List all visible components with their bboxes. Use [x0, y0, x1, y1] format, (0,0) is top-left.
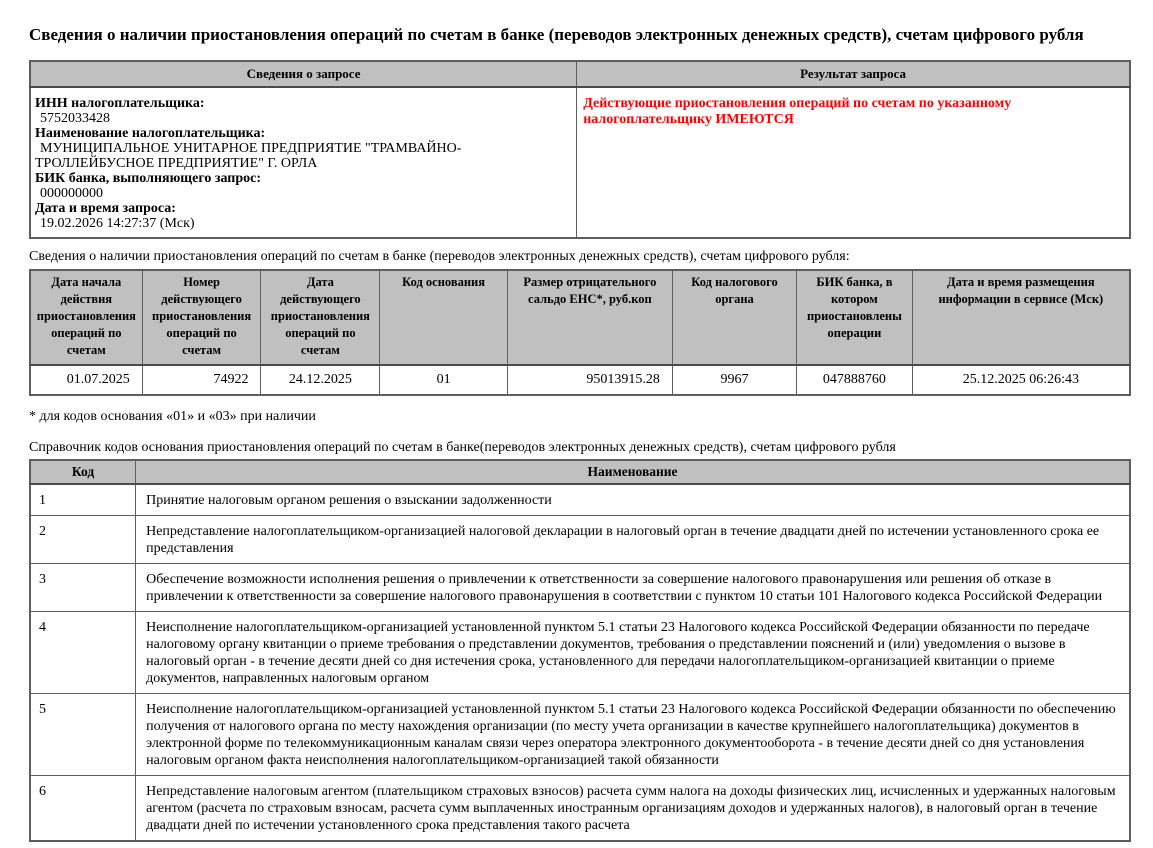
cell-suspension-number: 74922 [142, 365, 261, 395]
code-value: 6 [30, 776, 136, 842]
col-suspension-date: Дата действующего приостановления операций по счетам [261, 270, 380, 365]
col-tax-authority-code: Код налогового органа [672, 270, 796, 365]
field-inn-value: 5752033428 [40, 111, 110, 127]
suspensions-header-row [30, 270, 1130, 365]
col-suspension-number: Номер действующего приостановления операций по счетам [142, 270, 261, 365]
code-value: 1 [30, 484, 136, 516]
request-info-cell [30, 87, 577, 238]
code-value: 2 [30, 516, 136, 564]
cell-tax-authority-code: 9967 [672, 365, 796, 395]
code-description: Непредставление налогоплательщиком-организацией налоговой декларации в налоговый орган в течение двадцати дней по истечении установленного срока ее представления [136, 516, 1130, 564]
field-bik [35, 171, 570, 201]
codes-row-2 [30, 516, 1130, 564]
field-inn [35, 96, 570, 126]
codes-row-4 [30, 612, 1130, 694]
request-result-header-row [30, 61, 1130, 87]
code-description: Неисполнение налогоплательщиком-организацией установленной пунктом 5.1 статьи 23 Налогового кодекса Российской Федерации обязанности по передаче налоговому органу квитанции о приеме требования о представлении документов, требования о представлении пояснений и (или) уведомления о вызове в налоговый орган - в течение десяти дней со дня истечения срока, установленного для передачи налогоплательщиком-организацией квитанции о приеме документов, направленных налоговым органом [136, 612, 1130, 694]
codes-reference-caption: Справочник кодов основания приостановления операций по счетам в банке(переводов электронных денежных средств), счетам цифрового рубля [29, 440, 896, 456]
cell-basis-code: 01 [380, 365, 508, 395]
code-value: 4 [30, 612, 136, 694]
code-description: Обеспечение возможности исполнения решения о привлечении к ответственности за совершение налогового правонарушения или решения об отказе в привлечении к ответственности за совершение налогового правонарушения в соответствии с пунктом 10 статьи 101 Налогового кодекса Российской Федерации [136, 564, 1130, 612]
col-start-date: Дата начала действия приостановления операций по счетам [30, 270, 142, 365]
field-taxpayer-name [35, 126, 570, 171]
code-description: Принятие налоговым органом решения о взыскании задолженности [136, 484, 1130, 516]
suspensions-caption: Сведения о наличии приостановления операций по счетам в банке (переводов электронных денежных средств), счетам цифрового рубля: [29, 249, 850, 265]
field-request-datetime-value: 19.02.2026 14:27:37 (Мск) [40, 216, 195, 232]
result-message: Действующие приостановления операций по счетам по указанному налогоплательщику ИМЕЮТСЯ [583, 96, 1012, 128]
codes-row-5 [30, 694, 1130, 776]
basis-codes-footnote: * для кодов основания «01» и «03» при наличии [29, 409, 316, 425]
suspensions-table [29, 269, 1131, 396]
code-value: 5 [30, 694, 136, 776]
cell-publish-datetime: 25.12.2025 06:26:43 [912, 365, 1130, 395]
field-request-datetime [35, 201, 570, 231]
code-value: 3 [30, 564, 136, 612]
request-result-cell [577, 87, 1130, 238]
suspensions-data-row [30, 365, 1130, 395]
codes-name-header: Наименование [136, 460, 1130, 484]
request-result-table [29, 60, 1131, 239]
col-basis-code: Код основания [380, 270, 508, 365]
cell-suspension-date: 24.12.2025 [261, 365, 380, 395]
codes-row-3 [30, 564, 1130, 612]
field-bik-label: БИК банка, выполняющего запрос: [35, 171, 261, 187]
field-inn-label: ИНН налогоплательщика: [35, 96, 205, 112]
cell-start-date: 01.07.2025 [30, 365, 142, 395]
col-negative-balance: Размер отрицательного сальдо ЕНС*, руб.коп [507, 270, 672, 365]
cell-bank-bik: 047888760 [797, 365, 913, 395]
field-request-datetime-label: Дата и время запроса: [35, 201, 176, 217]
codes-reference-table [29, 459, 1131, 842]
code-description: Неисполнение налогоплательщиком-организацией установленной пунктом 5.1 статьи 23 Налогового кодекса Российской Федерации обязанности по обеспечению получения от налогового органа по месту нахождения организации (по месту учета организации в качестве крупнейшего налогоплательщика) документов в электронной форме по телекоммуникационным каналам связи через оператора электронного документооборота - в течение десяти дней со дня установления налоговым органом факта неисполнения налогоплательщиком-организацией такой обязанности [136, 694, 1130, 776]
page-title: Сведения о наличии приостановления операций по счетам в банке (переводов электронных денежных средств), счетам цифрового рубля [29, 25, 1084, 44]
cell-negative-balance: 95013915.28 [507, 365, 672, 395]
request-result-body-row [30, 87, 1130, 238]
field-taxpayer-name-value: МУНИЦИПАЛЬНОЕ УНИТАРНОЕ ПРЕДПРИЯТИЕ "ТРАМВАЙНО-ТРОЛЛЕЙБУСНОЕ ПРЕДПРИЯТИЕ" Г. ОРЛА [35, 141, 462, 172]
codes-header-row [30, 460, 1130, 484]
codes-row-1 [30, 484, 1130, 516]
field-bik-value: 000000000 [40, 186, 103, 202]
codes-code-header: Код [30, 460, 136, 484]
codes-row-6 [30, 776, 1130, 842]
col-publish-datetime: Дата и время размещения информации в сервисе (Мск) [912, 270, 1130, 365]
request-result-header: Результат запроса [577, 61, 1130, 87]
field-taxpayer-name-label: Наименование налогоплательщика: [35, 126, 266, 142]
request-info-header: Сведения о запросе [30, 61, 577, 87]
code-description: Непредставление налоговым агентом (плательщиком страховых взносов) расчета сумм налога на доходы физических лиц, исчисленных и удержанных налоговым агентом (расчета по страховым взносам, расчета сумм выплаченных иностранным организациям доходов и удержанных налогов), в налоговый орган в течение двадцати дней по истечении установленного срока представления такого расчета [136, 776, 1130, 842]
col-bank-bik: БИК банка, в котором приостановлены операции [797, 270, 913, 365]
